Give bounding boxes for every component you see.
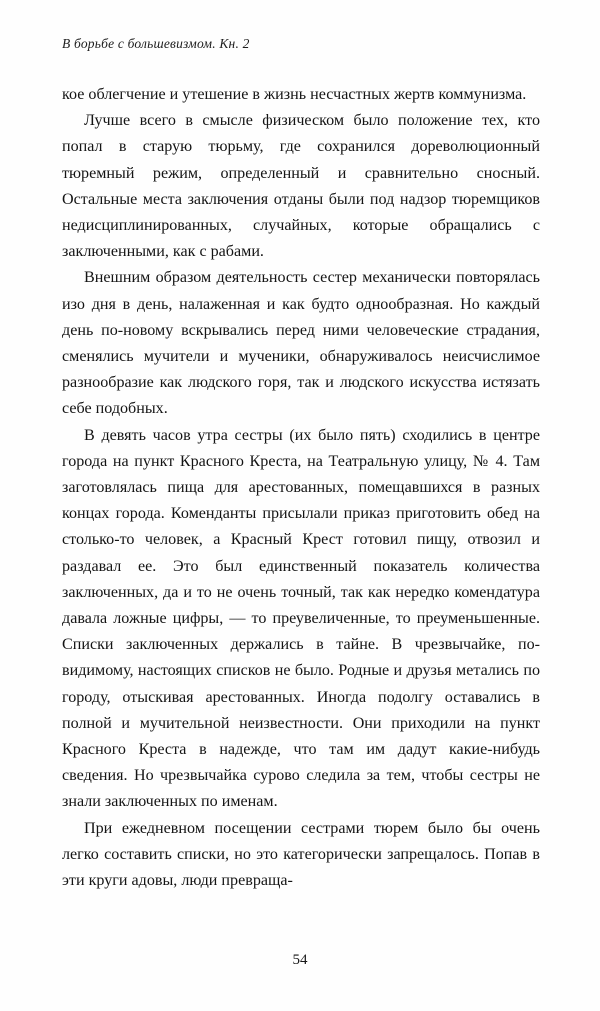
running-head: В борьбе с большевизмом. Кн. 2 <box>62 36 250 51</box>
paragraph: В девять часов утра сестры (их было пять) сходились в центре города на пункт Красного Креста, на Театральную улицу, № 4. Там заготовлялась пища для арестованных, помещавшихся в разных концах города. Коменданты присылали приказ приготовить обед на столько-то человек, а Красный Крест готовил пищу, отвозил и раздавал ее. Это был единственный показатель количества заключенных, да и то не очень точный, так как нередко комендатура давала ложные цифры, — то преувеличенные, то преуменьшенные. Списки заключенных держались в тайне. В чрезвычайке, по-видимому, настоящих списков не было. Родные и друзья метались по городу, отыскивая арестованных. Иногда подолгу оставались в полной и мучительной неизвестности. Они приходили на пункт Красного Креста в надежде, что там им дадут какие-нибудь сведения. Но чрезвычайка сурово следила за тем, чтобы сестры не знали заключенных по именам. <box>62 426 540 811</box>
paragraph: Внешним образом деятельность сестер механически повторялась изо дня в день, налаженная и как будто однообразная. Но каждый день по-новому вскрывались перед ними человеческие страдания, сменялись мучители и мученики, обнаруживалось неисчислимое разнообразие как людского горя, так и людского искусства истязать себе подобных. <box>62 269 540 418</box>
page-number: 54 <box>292 952 308 968</box>
paragraph: кое облегчение и утешение в жизнь несчастных жертв коммунизма. <box>62 86 527 103</box>
paragraph: Лучше всего в смысле физическом было положение тех, кто попал в старую тюрьму, где сохранился дореволюционный тюремный режим, определенный и сравнительно сносный. Остальные места заключения отданы были под надзор тюремщиков недисциплинированных, случайных, которые обращались с заключенными, как с рабами. <box>62 112 540 261</box>
paragraph: При ежедневном посещении сестрами тюрем было бы очень легко составить списки, но это категорически запрещалось. Попав в эти круги адовы, люди превраща- <box>62 819 540 890</box>
body-text <box>62 82 540 894</box>
